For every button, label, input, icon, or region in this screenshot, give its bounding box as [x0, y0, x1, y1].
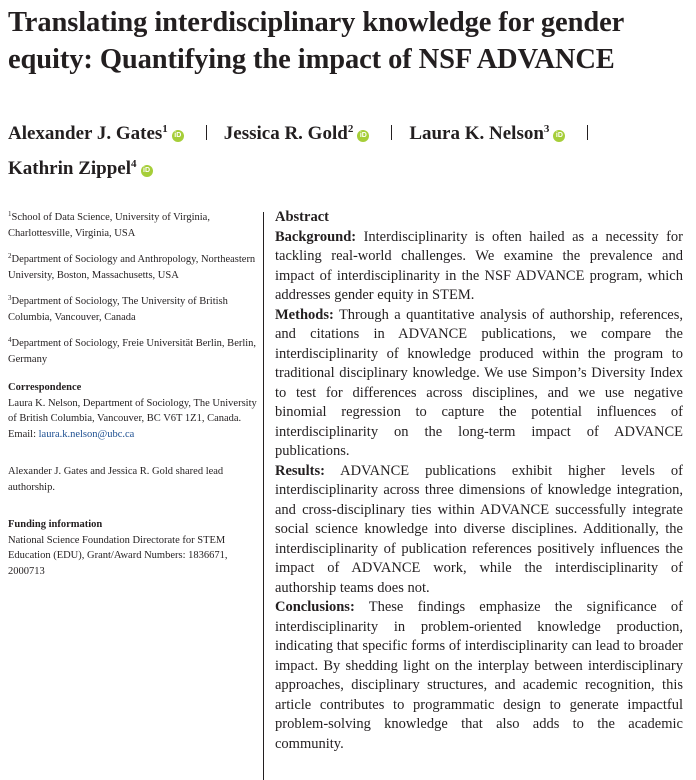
author-name: Alexander J. Gates: [8, 123, 163, 144]
abstract-background: [275, 228, 683, 306]
affiliation-text: Department of Sociology, The University of British Columbia, Vancouver, Canada: [8, 296, 228, 323]
abstract-conclusions: [275, 598, 683, 754]
article-title: Translating interdisciplinary knowledge for gender equity: Quantifying the impact of NSF ADVANCE: [8, 7, 624, 75]
affiliation-mark: 3: [8, 294, 12, 302]
section-text: These findings emphasize the significance of interdisciplinarity in problem-oriented knowledge production, indicating that specific forms of interdisciplinarity can lead to broader impact. By shedding light on the interplay between interdisciplinary approaches, disciplinary structures, and academic recognition, this article contributes to programmatic design to generate impactful problem-solving knowledge that also adds to the academic community.: [275, 599, 683, 752]
author-nelson: [409, 123, 565, 144]
shared-authorship-note: Alexander J. Gates and Jessica R. Gold shared lead authorship.: [8, 466, 224, 493]
section-label: Background:: [275, 228, 357, 245]
author-affiliation-mark: 1: [162, 123, 168, 135]
affiliation-mark: 2: [8, 252, 12, 260]
affiliation-mark: 4: [8, 336, 12, 344]
affiliation-text: Department of Sociology, Freie Universität Berlin, Berlin, Germany: [8, 338, 257, 365]
author-zippel: [8, 158, 153, 179]
section-label: Methods:: [275, 306, 334, 323]
author-gates: [8, 123, 184, 144]
affiliation-2: [8, 249, 258, 283]
correspondence-heading: Correspondence: [8, 382, 82, 393]
affiliation-mark: 1: [8, 210, 12, 218]
author-name: Kathrin Zippel: [8, 158, 131, 179]
abstract-heading: Abstract: [275, 209, 329, 225]
section-label: Conclusions:: [275, 599, 355, 615]
section-text: ADVANCE publications exhibit higher levels of interdisciplinarity across three dimensions of knowledge integration, and cross-disciplinary ties within ADVANCE successfully integrate social science knowledge into diverse disciplines. Additionally, the interdisciplinarity of publication references positively influences the impact of ADVANCE work, while the interdisciplinarity of authorship teams does not.: [275, 462, 683, 596]
affiliation-text: School of Data Science, University of Virginia, Charlottesville, Virginia, USA: [8, 212, 210, 239]
author-name: Laura K. Nelson: [409, 123, 544, 144]
correspondence-text: [8, 396, 258, 443]
abstract: [275, 208, 683, 754]
email-label: Email:: [8, 428, 36, 440]
funding-text: National Science Foundation Directorate for STEM Education (EDU), Grant/Award Numbers: 1836671, 2000713: [8, 534, 228, 577]
affiliation-3: [8, 291, 258, 325]
affiliation-4: [8, 333, 258, 367]
author-name: Jessica R. Gold: [223, 123, 348, 144]
orcid-icon[interactable]: iD: [357, 130, 369, 142]
funding-heading: Funding information: [8, 519, 103, 530]
section-label: Results:: [275, 462, 325, 479]
section-text: Interdisciplinarity is often hailed as a necessity for tackling real-world challenges. We examine the prevalence and impact of interdisciplinarity in the NSF ADVANCE program, which addresses gender equity in STEM.: [275, 228, 684, 303]
orcid-icon[interactable]: iD: [553, 130, 565, 142]
author-affiliation-mark: 2: [347, 123, 354, 135]
author-affiliation-mark: 3: [543, 123, 550, 135]
author-list: [8, 114, 688, 184]
author-separator: [206, 125, 207, 140]
orcid-icon[interactable]: iD: [172, 130, 184, 142]
author-gold: [224, 123, 370, 144]
author-affiliation-mark: 4: [131, 158, 137, 170]
sidebar-info: [8, 207, 258, 579]
author-separator: [587, 125, 588, 140]
abstract-methods: [275, 306, 683, 462]
section-text: Through a quantitative analysis of authorship, references, and citations in ADVANCE publications, we compare the interdisciplinarity of knowledge produced within the program to traditional disciplinary knowledge. We use Simpon’s Diversity Index to test for differences across disciplines, and we use negative binomial regression to capture the potential influences of interdisciplinarity on the long-term impact of ADVANCE publications.: [275, 306, 683, 459]
column-divider: [263, 212, 264, 780]
orcid-icon[interactable]: iD: [141, 165, 153, 177]
correspondence-address: Laura K. Nelson, Department of Sociology, The University of British Columbia, Vancouver, BC V6T 1Z1, Canada.: [8, 397, 257, 424]
affiliation-text: Department of Sociology and Anthropology, Northeastern University, Boston, Massachusetts, USA: [8, 254, 256, 281]
author-separator: [391, 125, 392, 140]
email-link[interactable]: laura.k.nelson@ubc.ca: [38, 428, 135, 440]
affiliation-1: [8, 207, 258, 241]
abstract-results: [275, 462, 683, 599]
